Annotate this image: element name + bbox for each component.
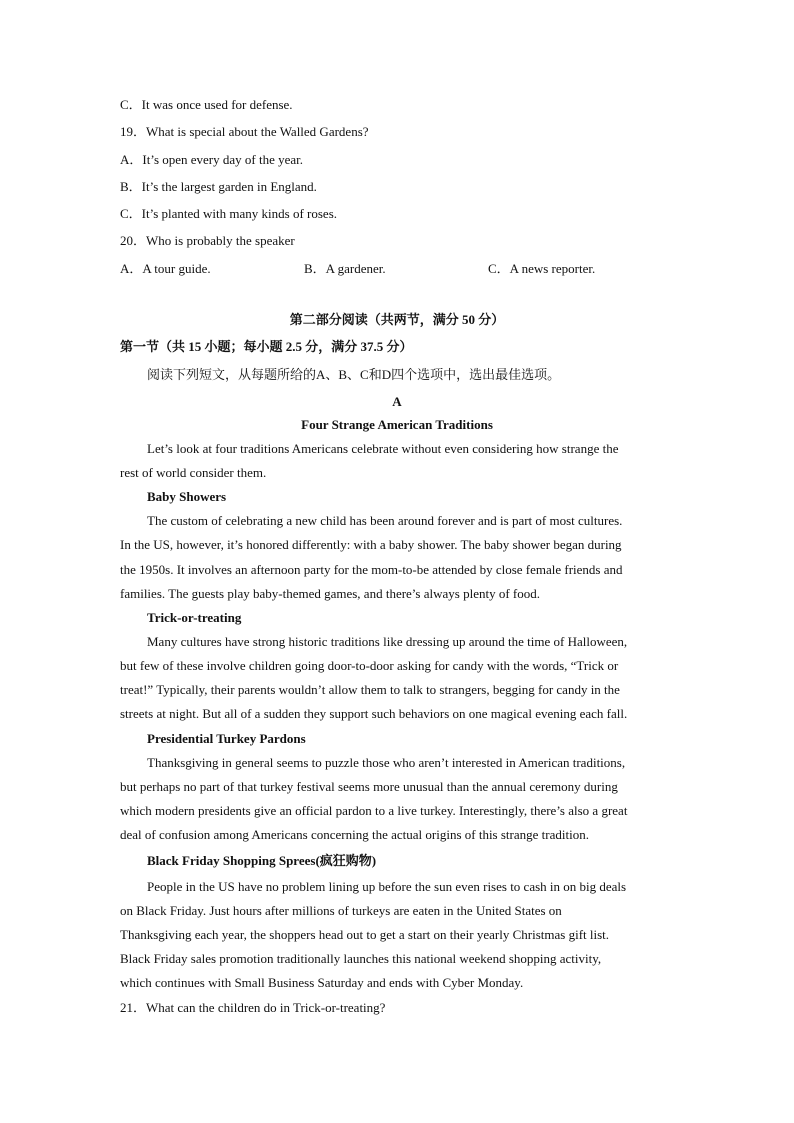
paragraph-line: Thanksgiving in general seems to puzzle those who aren’t interested in American traditions,	[147, 755, 626, 770]
paragraph-line: streets at night. But all of a sudden they support such behaviors on one magical evening each fall.	[120, 706, 628, 721]
instruction-text: 阅读下列短文，从每题所给的A、B、C和D四个选项中，选出最佳选项。	[147, 367, 561, 382]
paragraph-line: In the US, however, it’s honored differently: with a baby shower. The baby shower began during	[120, 537, 622, 552]
q19-option-a: A．It’s open every day of the year.	[120, 152, 304, 167]
paragraph-line: The custom of celebrating a new child has been around forever and is part of most cultures.	[147, 513, 623, 528]
q20-option-c: C．A news reporter.	[488, 261, 596, 276]
passage-letter: A	[392, 394, 402, 409]
paragraph-line: families. The guests play baby-themed games, and there’s always plenty of food.	[120, 586, 540, 601]
intro-line: rest of world consider them.	[120, 465, 267, 480]
q21-question: 21．What can the children do in Trick-or-treating?	[120, 1000, 386, 1015]
paragraph-line: Thanksgiving each year, the shoppers head out to get a start on their yearly Christmas gift list.	[120, 927, 610, 942]
intro-line: Let’s look at four traditions Americans celebrate without even considering how strange the	[147, 441, 619, 456]
section-heading-trick-or-treating: Trick-or-treating	[147, 610, 242, 625]
section1-heading: 第一节（共 15 小题；每小题 2.5 分，满分 37.5 分）	[120, 339, 413, 354]
q18-option-c: C．It was once used for defense.	[120, 97, 293, 112]
passage-title: Four Strange American Traditions	[301, 417, 493, 432]
section-heading-baby-showers: Baby Showers	[147, 489, 227, 504]
section-heading-turkey-pardons: Presidential Turkey Pardons	[147, 731, 306, 746]
paragraph-line: which continues with Small Business Saturday and ends with Cyber Monday.	[120, 975, 524, 990]
paragraph-line: deal of confusion among Americans concerning the actual origins of this strange tradition.	[120, 827, 589, 842]
paragraph-line: Black Friday sales promotion traditionally launches this national weekend shopping activity,	[120, 951, 602, 966]
q19-option-b: B．It’s the largest garden in England.	[120, 179, 317, 194]
q20-option-a: A．A tour guide.	[120, 261, 211, 276]
paragraph-line: People in the US have no problem lining up before the sun even rises to cash in on big deals	[147, 879, 627, 894]
paragraph-line: the 1950s. It involves an afternoon party for the mom-to-be attended by close female friends and	[120, 562, 623, 577]
q19-question: 19．What is special about the Walled Gardens?	[120, 124, 369, 139]
q19-option-c: C．It’s planted with many kinds of roses.	[120, 206, 338, 221]
part2-heading: 第二部分阅读（共两节，满分 50 分）	[289, 312, 505, 327]
section-heading-black-friday: Black Friday Shopping Sprees(疯狂购物)	[147, 853, 377, 868]
paragraph-line: but few of these involve children going door-to-door asking for candy with the words, “Trick or	[120, 658, 619, 673]
paragraph-line: which modern presidents give an official pardon to a live turkey. Interestingly, there’s also a great	[120, 803, 628, 818]
q20-option-b: B．A gardener.	[304, 261, 386, 276]
paragraph-line: on Black Friday. Just hours after millions of turkeys are eaten in the United States on	[120, 903, 562, 918]
paragraph-line: Many cultures have strong historic traditions like dressing up around the time of Halloween,	[147, 634, 628, 649]
q20-question: 20．Who is probably the speaker	[120, 233, 295, 248]
paragraph-line: but perhaps no part of that turkey festival seems more unusual than the annual ceremony during	[120, 779, 618, 794]
paragraph-line: treat!” Typically, their parents wouldn’t allow them to talk to strangers, begging for candy in the	[120, 682, 620, 697]
